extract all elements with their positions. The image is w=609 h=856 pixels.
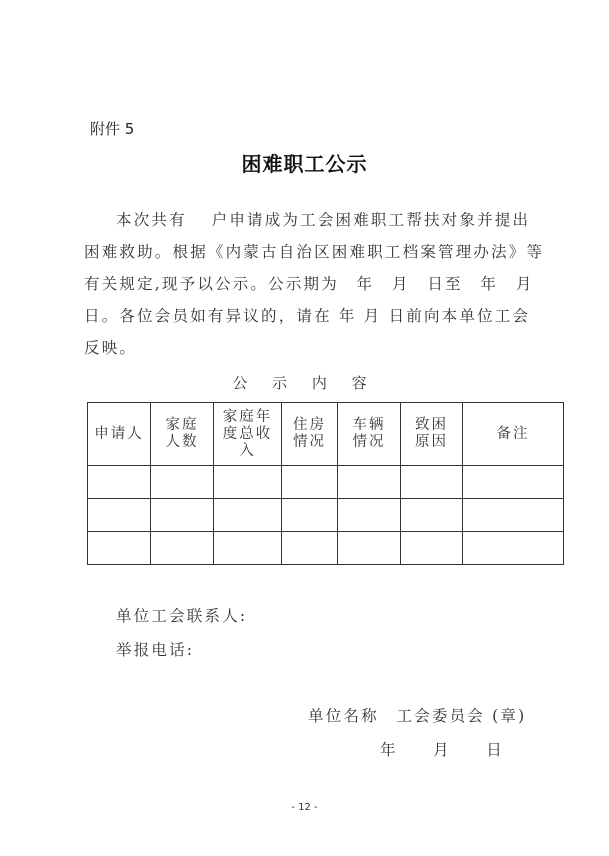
header-vehicle: 车辆情况: [338, 403, 401, 466]
table-cell[interactable]: [282, 532, 338, 565]
table-cell[interactable]: [463, 532, 564, 565]
table-cell[interactable]: [338, 499, 401, 532]
contact-label: 单位工会联系人:: [116, 607, 248, 625]
table-cell[interactable]: [338, 466, 401, 499]
table-cell[interactable]: [88, 466, 151, 499]
attachment-label: 附件 5: [90, 120, 135, 138]
header-hardship-cause: 致困原因: [401, 403, 463, 466]
table-cell[interactable]: [463, 466, 564, 499]
table-row: [88, 466, 564, 499]
body-paragraph: [84, 204, 554, 364]
table-cell[interactable]: [401, 532, 463, 565]
table-cell[interactable]: [151, 499, 214, 532]
table-cell[interactable]: [282, 466, 338, 499]
signature-org-line: 单位名称 工会委员会 (章): [308, 707, 527, 725]
document-title: 困难职工公示: [241, 152, 368, 176]
table-cell[interactable]: [88, 499, 151, 532]
table-cell[interactable]: [214, 532, 282, 565]
phone-label: 举报电话:: [116, 641, 195, 659]
header-remarks: 备注: [463, 403, 564, 466]
table-cell[interactable]: [88, 532, 151, 565]
table-cell[interactable]: [151, 466, 214, 499]
table-cell[interactable]: [338, 532, 401, 565]
table-cell[interactable]: [401, 499, 463, 532]
body-line-3: 有关规定,现予以公示。公示期为 年 月 日至 年 月: [84, 275, 534, 293]
table-cell[interactable]: [401, 466, 463, 499]
body-line-4: 日。各位会员如有异议的，请在 年 月 日前向本单位工会: [84, 307, 531, 325]
table-header-row: [88, 403, 564, 466]
table-cell[interactable]: [282, 499, 338, 532]
header-housing: 住房情况: [282, 403, 338, 466]
body-line-1: 本次共有 户申请成为工会困难职工帮扶对象并提出: [116, 211, 531, 229]
header-annual-income: 家庭年度总收入: [214, 403, 282, 466]
signature-date-line: 年 月 日: [380, 741, 504, 759]
body-line-5: 反映。: [84, 339, 138, 357]
header-family-size: 家庭人数: [151, 403, 214, 466]
table-cell[interactable]: [214, 466, 282, 499]
header-applicant: 申请人: [88, 403, 151, 466]
table-cell[interactable]: [151, 532, 214, 565]
table-row: [88, 499, 564, 532]
table-caption: 公 示 内 容: [232, 374, 377, 392]
body-line-2: 困难救助。根据《内蒙古自治区困难职工档案管理办法》等: [84, 243, 545, 261]
page-number: - 12 -: [291, 802, 318, 813]
table-row: [88, 532, 564, 565]
publicity-table: [87, 402, 564, 565]
table-cell[interactable]: [214, 499, 282, 532]
table-cell[interactable]: [463, 499, 564, 532]
